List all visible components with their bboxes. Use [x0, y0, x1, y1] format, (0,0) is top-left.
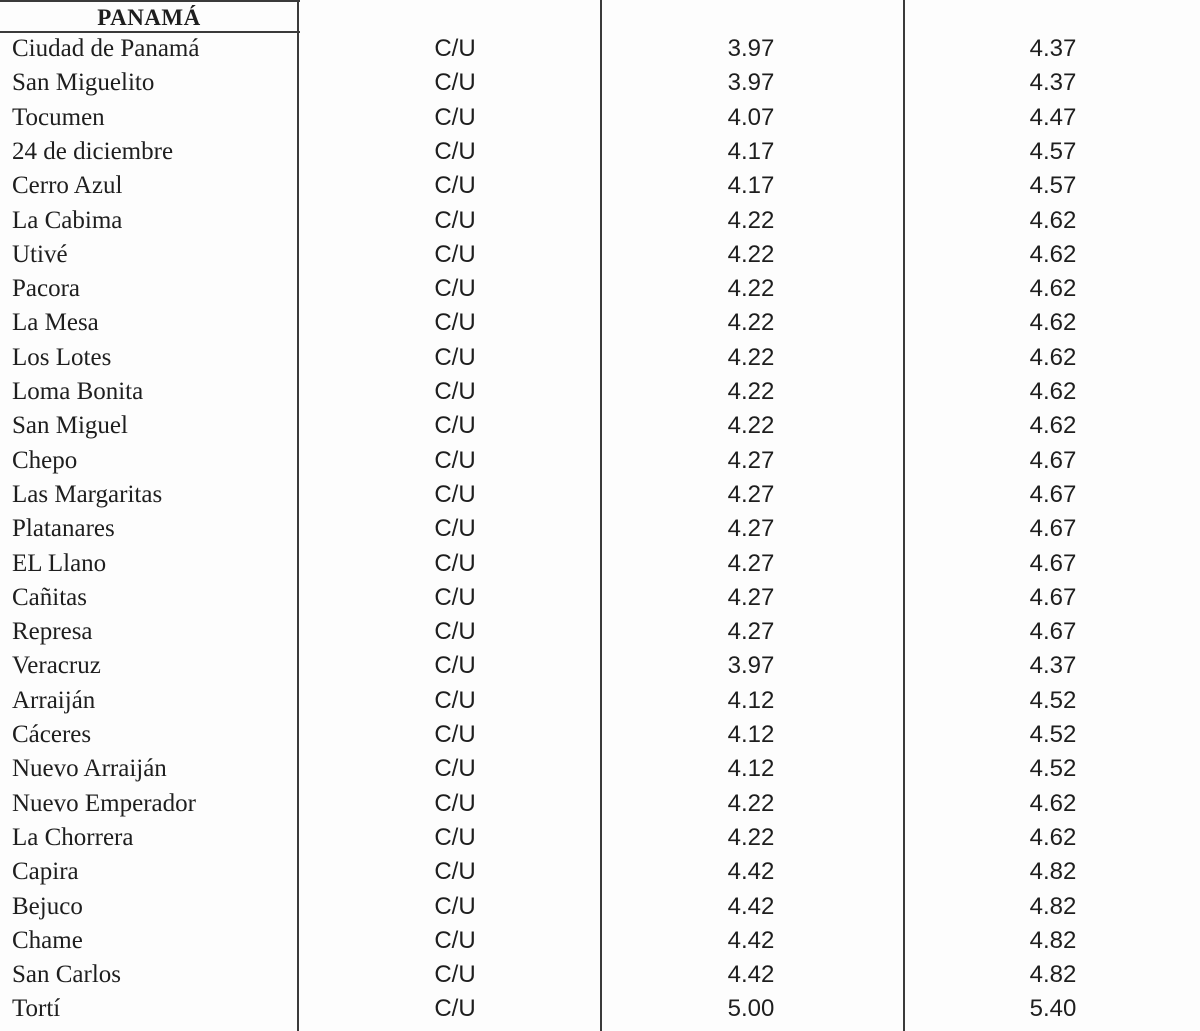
table-row	[0, 615, 1200, 649]
price-cell: 4.27	[727, 618, 775, 646]
table-header: PANAMÁ	[97, 5, 201, 30]
price-cell: 4.22	[727, 823, 775, 851]
price-cell: 4.22	[727, 343, 775, 371]
price-cell: 4.62	[1029, 789, 1077, 817]
price-cell: 4.22	[727, 309, 775, 337]
location-name: Loma Bonita	[12, 378, 144, 405]
location-name: Cañitas	[12, 583, 87, 611]
table-row	[0, 204, 1200, 238]
unit-cell: C/U	[434, 275, 476, 303]
price-cell: 4.42	[727, 892, 775, 920]
table-row	[0, 787, 1200, 821]
unit-cell: C/U	[434, 583, 476, 611]
table-row	[0, 444, 1200, 478]
price-cell: 4.27	[727, 480, 775, 508]
price-cell: 4.17	[727, 172, 775, 200]
price-cell: 5.40	[1029, 995, 1077, 1023]
unit-cell: C/U	[434, 412, 476, 440]
location-name: 24 de diciembre	[12, 137, 174, 165]
price-cell: 4.37	[1029, 69, 1077, 97]
location-name: Platanares	[12, 515, 115, 543]
unit-cell: C/U	[434, 343, 476, 371]
table-row	[0, 169, 1200, 203]
unit-cell: C/U	[434, 721, 476, 748]
table-row	[0, 890, 1200, 924]
location-name: Cáceres	[12, 721, 92, 748]
location-name: Chame	[12, 926, 83, 954]
location-name: San Miguel	[12, 412, 128, 440]
unit-cell: C/U	[434, 69, 476, 97]
price-cell: 4.22	[727, 240, 775, 268]
location-name: Nuevo Arraiján	[12, 755, 167, 783]
table-row	[0, 66, 1200, 100]
price-cell: 3.97	[727, 69, 775, 97]
price-cell: 4.12	[727, 755, 775, 783]
unit-cell: C/U	[434, 961, 476, 989]
price-cell: 4.52	[1029, 755, 1077, 783]
unit-cell: C/U	[434, 515, 476, 543]
price-cell: 4.62	[1029, 412, 1077, 440]
table-row	[0, 101, 1200, 135]
unit-cell: C/U	[434, 172, 476, 200]
table-row	[0, 341, 1200, 375]
location-name: Utivé	[12, 240, 68, 268]
location-name: Bejuco	[12, 892, 83, 920]
price-cell: 4.82	[1029, 926, 1077, 954]
location-name: Capira	[12, 858, 79, 886]
table-row	[0, 512, 1200, 546]
location-name: Arraiján	[12, 686, 96, 714]
location-name: La Cabima	[12, 206, 123, 234]
price-cell: 4.57	[1029, 137, 1077, 165]
price-cell: 4.42	[727, 961, 775, 989]
price-cell: 4.62	[1029, 378, 1077, 405]
price-cell: 4.22	[727, 206, 775, 234]
price-cell: 4.22	[727, 275, 775, 303]
price-cell: 4.27	[727, 583, 775, 611]
table-row	[0, 752, 1200, 786]
location-name: Nuevo Emperador	[12, 789, 196, 817]
table-row	[0, 272, 1200, 306]
table-row	[0, 375, 1200, 409]
table-row	[0, 135, 1200, 169]
price-cell: 4.27	[727, 515, 775, 543]
unit-cell: C/U	[434, 103, 476, 131]
price-cell: 4.82	[1029, 961, 1077, 989]
unit-cell: C/U	[434, 549, 476, 577]
unit-cell: C/U	[434, 892, 476, 920]
table-row	[0, 478, 1200, 512]
location-name: Pacora	[12, 275, 81, 303]
price-cell: 4.82	[1029, 858, 1077, 886]
price-cell: 5.00	[727, 995, 775, 1023]
price-cell: 4.62	[1029, 240, 1077, 268]
table-row	[0, 924, 1200, 958]
price-cell: 4.67	[1029, 583, 1077, 611]
price-cell: 4.17	[727, 137, 775, 165]
price-cell: 4.62	[1029, 206, 1077, 234]
unit-cell: C/U	[434, 137, 476, 165]
price-cell: 4.67	[1029, 480, 1077, 508]
price-cell: 4.67	[1029, 618, 1077, 646]
price-cell: 4.67	[1029, 549, 1077, 577]
table-row	[0, 718, 1200, 752]
location-name: Cerro Azul	[12, 172, 123, 200]
price-cell: 3.97	[727, 652, 775, 680]
location-name: La Chorrera	[12, 823, 134, 851]
unit-cell: C/U	[434, 446, 476, 474]
price-cell: 3.97	[727, 35, 775, 62]
location-name: Chepo	[12, 446, 78, 474]
unit-cell: C/U	[434, 206, 476, 234]
table-row	[0, 32, 1200, 66]
location-name: Represa	[12, 618, 93, 646]
table-row	[0, 855, 1200, 889]
price-cell: 4.27	[727, 446, 775, 474]
price-cell: 4.67	[1029, 446, 1077, 474]
table-row	[0, 649, 1200, 683]
price-cell: 4.27	[727, 549, 775, 577]
unit-cell: C/U	[434, 480, 476, 508]
table-row	[0, 238, 1200, 272]
price-cell: 4.12	[727, 721, 775, 748]
unit-cell: C/U	[434, 378, 476, 405]
unit-cell: C/U	[434, 789, 476, 817]
location-name: Tocumen	[12, 103, 105, 131]
price-cell: 4.37	[1029, 35, 1077, 62]
price-cell: 4.62	[1029, 275, 1077, 303]
location-name: La Mesa	[12, 309, 99, 337]
unit-cell: C/U	[434, 926, 476, 954]
price-cell: 4.22	[727, 412, 775, 440]
price-cell: 4.52	[1029, 721, 1077, 748]
table-row	[0, 581, 1200, 615]
table-row	[0, 547, 1200, 581]
price-cell: 4.22	[727, 789, 775, 817]
unit-cell: C/U	[434, 995, 476, 1023]
unit-cell: C/U	[434, 755, 476, 783]
price-cell: 4.22	[727, 378, 775, 405]
unit-cell: C/U	[434, 858, 476, 886]
price-cell: 4.62	[1029, 309, 1077, 337]
price-cell: 4.62	[1029, 343, 1077, 371]
location-name: Las Margaritas	[12, 480, 163, 508]
unit-cell: C/U	[434, 652, 476, 680]
price-cell: 4.42	[727, 858, 775, 886]
price-cell: 4.42	[727, 926, 775, 954]
price-cell: 4.57	[1029, 172, 1077, 200]
unit-cell: C/U	[434, 823, 476, 851]
location-name: San Miguelito	[12, 69, 155, 97]
table-row	[0, 684, 1200, 718]
table-row	[0, 958, 1200, 992]
price-cell: 4.37	[1029, 652, 1077, 680]
location-name: EL Llano	[12, 549, 107, 577]
table-row	[0, 306, 1200, 340]
price-cell: 4.82	[1029, 892, 1077, 920]
price-cell: 4.67	[1029, 515, 1077, 543]
location-name: Tortí	[12, 995, 61, 1023]
price-cell: 4.62	[1029, 823, 1077, 851]
unit-cell: C/U	[434, 686, 476, 714]
unit-cell: C/U	[434, 618, 476, 646]
location-name: San Carlos	[12, 961, 122, 989]
table-row	[0, 992, 1200, 1026]
table-row	[0, 821, 1200, 855]
price-cell: 4.07	[727, 103, 775, 131]
price-cell: 4.12	[727, 686, 775, 714]
location-name: Veracruz	[12, 652, 101, 680]
price-cell: 4.52	[1029, 686, 1077, 714]
price-cell: 4.47	[1029, 103, 1077, 131]
unit-cell: C/U	[434, 309, 476, 337]
location-name: Los Lotes	[12, 343, 112, 371]
unit-cell: C/U	[434, 35, 476, 62]
unit-cell: C/U	[434, 240, 476, 268]
table-row	[0, 409, 1200, 443]
location-name: Ciudad de Panamá	[12, 35, 200, 62]
